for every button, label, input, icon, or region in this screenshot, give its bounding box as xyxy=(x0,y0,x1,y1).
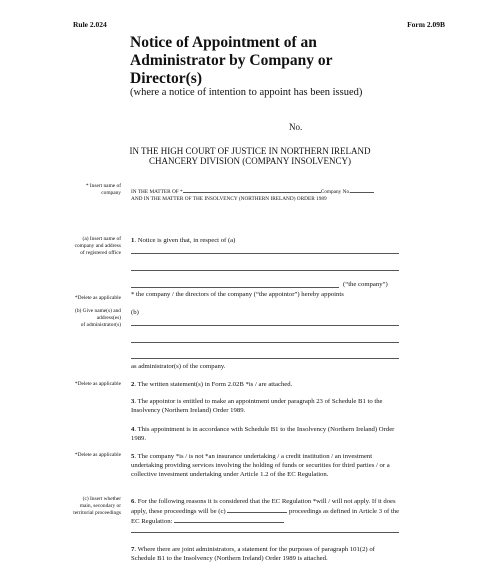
as-administrator-text: as administrator(s) of the company. xyxy=(131,363,226,370)
rule-number: Rule 2.024 xyxy=(73,20,107,29)
company-number-field[interactable] xyxy=(350,186,374,193)
administrator-details-line[interactable] xyxy=(131,342,399,343)
side-note-delete: *Delete as applicable xyxy=(74,381,121,387)
page-title xyxy=(130,34,333,88)
court-division: CHANCERY DIVISION (COMPANY INSOLVENCY) xyxy=(149,156,351,166)
matter-block xyxy=(131,186,406,203)
paragraph-6: 6. For the following reasons it is considered that the EC Regulation *will / will not apply. If it does apply, these proceedings will be (c) proceedings as defined in Article 3 of the EC Regulation: xyxy=(131,498,400,525)
paragraph-2: 2. The written statement(s) in Form 2.02B *is / are attached. xyxy=(131,381,293,388)
side-note-b: (b) Give name(s) and address(es) of administrator(s) xyxy=(75,308,121,328)
side-note-delete: *Delete as applicable xyxy=(74,452,121,458)
side-note-a: (a) Insert name of company and address of registered office xyxy=(74,236,121,256)
form-number: Form 2.09B xyxy=(407,20,445,29)
administrator-details-line[interactable] xyxy=(131,358,399,359)
paragraph-5: 5. The company *is / is not *an insurance undertaking / a credit institution / an investment undertaking providing services involving the holding of funds or securities for third parties / or a collective investment undertaking under Article 1.2 of the EC Regulation. xyxy=(131,453,390,478)
the-company-label: (“the company”) xyxy=(343,281,388,288)
title-line: Director(s) xyxy=(130,70,203,87)
matter-line-1: IN THE MATTER OF * Company No. xyxy=(131,186,406,196)
page-subtitle: (where a notice of intention to appoint has been issued) xyxy=(130,87,363,98)
b-label: (b) xyxy=(131,309,139,316)
matter-line-2: AND IN THE MATTER OF THE INSOLVENCY (NORTHERN IRELAND) ORDER 1989 xyxy=(131,196,327,202)
court-name: IN THE HIGH COURT OF JUSTICE IN NORTHERN IRELAND xyxy=(129,146,371,156)
proceedings-type-field[interactable] xyxy=(227,506,287,513)
paragraph-7: 7. Where there are joint administrators, a statement for the purposes of paragraph 101(2) of Schedule B1 to the Insolvency (Northern Ireland) Order 1989 is attached. xyxy=(131,546,375,562)
paragraph-1: 1. Notice is given that, in respect of (a) xyxy=(131,237,236,244)
company-details-line[interactable] xyxy=(131,253,399,254)
reasons-line[interactable] xyxy=(131,532,399,533)
side-note-insert-company: * Insert name of company xyxy=(85,183,121,196)
company-details-line[interactable] xyxy=(131,270,399,271)
title-line: Administrator by Company or xyxy=(130,52,333,69)
appointor-line: * the company / the directors of the company (“the appointor”) hereby appoints xyxy=(131,291,344,298)
paragraph-4: 4. This appointment is in accordance with Schedule B1 to the Insolvency (Northern Ireland) Order 1989. xyxy=(131,426,395,442)
administrator-details-line[interactable] xyxy=(131,325,399,326)
company-details-line[interactable] xyxy=(131,287,339,288)
case-number-label: No. xyxy=(289,122,303,132)
side-note-delete: *Delete as applicable xyxy=(74,295,121,301)
company-name-field[interactable] xyxy=(183,186,321,193)
paragraph-3: 3. The appointor is entitled to make an appointment under paragraph 23 of Schedule B1 to the Insolvency (Northern Ireland) Order 1989. xyxy=(131,398,383,414)
ec-regulation-reasons-field[interactable] xyxy=(174,516,284,523)
title-line: Notice of Appointment of an xyxy=(130,34,317,51)
side-note-c: (c) Insert whether main, secondary or territorial proceedings xyxy=(73,496,121,516)
